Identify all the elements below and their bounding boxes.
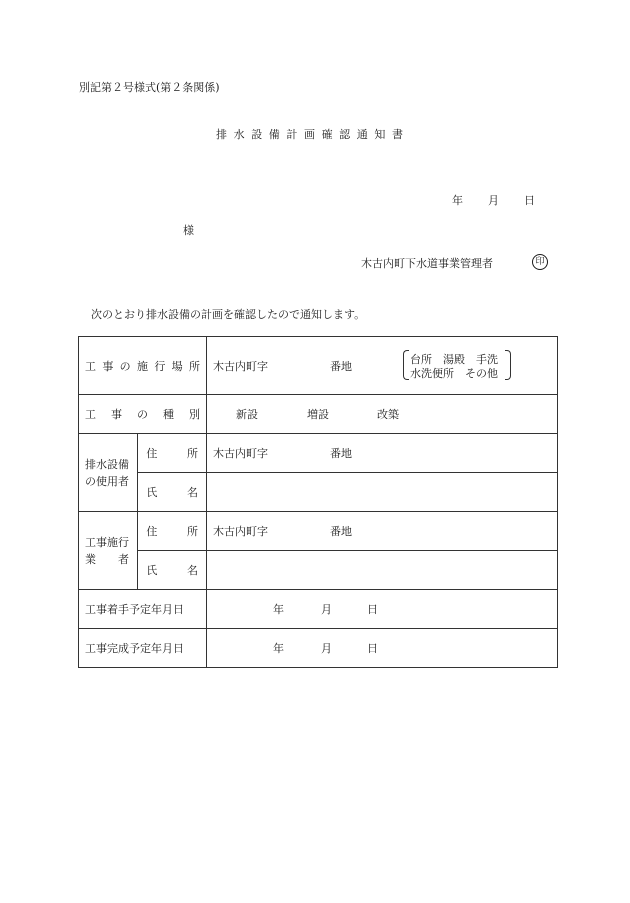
location-banchi: 番地 [330,359,352,373]
document-title: 排水設備計画確認通知書 [216,128,410,141]
location-use-options [407,350,507,378]
start-date-month: 月 [321,603,332,616]
kind-value-cell[interactable] [207,395,558,434]
kind-option-extension[interactable]: 増設 [307,408,329,421]
form-number: 別記第２号様式(第２条関係) [79,81,220,94]
row-contractor-name [79,551,558,590]
user-address-value-cell[interactable] [207,434,558,473]
start-date-label: 工事着手予定年月日 [85,603,184,616]
kind-label-cell [79,395,207,434]
location-town: 木古内町字 [213,359,268,373]
user-address-town: 木古内町字 [213,447,268,460]
date-year-label: 年 [452,194,463,207]
seal-mark: 印 [532,254,548,270]
row-user-address [79,434,558,473]
end-date-month: 月 [321,642,332,655]
contractor-address-label: 住 所 [146,525,198,538]
location-options-line1: 台所 湯殿 手洗 [410,353,498,366]
location-options-line2: 水洗便所 その他 [410,367,498,380]
location-label-cell [79,337,207,395]
start-date-day: 日 [367,603,378,616]
user-name-label-cell [138,473,207,512]
contractor-address-label-cell [138,512,207,551]
form-table [78,336,558,668]
contractor-name-value-cell[interactable] [207,551,558,590]
intro-text: 次のとおり排水設備の計画を確認したので通知します。 [91,308,366,321]
end-date-year: 年 [273,642,284,655]
kind-option-new[interactable]: 新設 [236,408,258,421]
addressee-suffix: 様 [183,224,194,237]
user-address-label-cell [138,434,207,473]
kind-option-rebuild[interactable]: 改築 [377,408,399,421]
date-month-label: 月 [488,194,499,207]
user-address-label: 住 所 [146,447,198,460]
start-date-year: 年 [273,603,284,616]
kind-label: 工 事 の 種 別 [85,408,200,421]
row-start-date [79,590,558,629]
row-location [79,337,558,395]
user-group-label [79,434,138,512]
row-contractor-address [79,512,558,551]
contractor-address-town: 木古内町字 [213,525,268,538]
contractor-name-label-cell [138,551,207,590]
issuer-name: 木古内町下水道事業管理者 [361,257,493,270]
user-group-label-1: 排水設備 [85,457,129,471]
start-date-label-cell [79,590,207,629]
user-group-label-2: の使用者 [85,474,129,488]
contractor-group-label-1: 工事施行 [85,535,129,549]
row-user-name [79,473,558,512]
date-day-label: 日 [524,194,535,207]
contractor-address-banchi: 番地 [330,525,352,538]
end-date-label: 工事完成予定年月日 [85,642,184,655]
location-label: 工 事 の 施 行 場 所 [85,359,200,373]
end-date-day: 日 [367,642,378,655]
location-value-cell[interactable] [207,337,558,395]
contractor-group-label [79,512,138,590]
user-address-banchi: 番地 [330,447,352,460]
row-kind [79,395,558,434]
contractor-address-value-cell[interactable] [207,512,558,551]
user-name-value-cell[interactable] [207,473,558,512]
end-date-value-cell[interactable] [207,629,558,668]
contractor-group-label-2: 業 者 [85,552,129,566]
contractor-name-label: 氏 名 [146,564,198,577]
end-date-label-cell [79,629,207,668]
user-name-label: 氏 名 [146,486,198,499]
start-date-value-cell[interactable] [207,590,558,629]
row-end-date [79,629,558,668]
